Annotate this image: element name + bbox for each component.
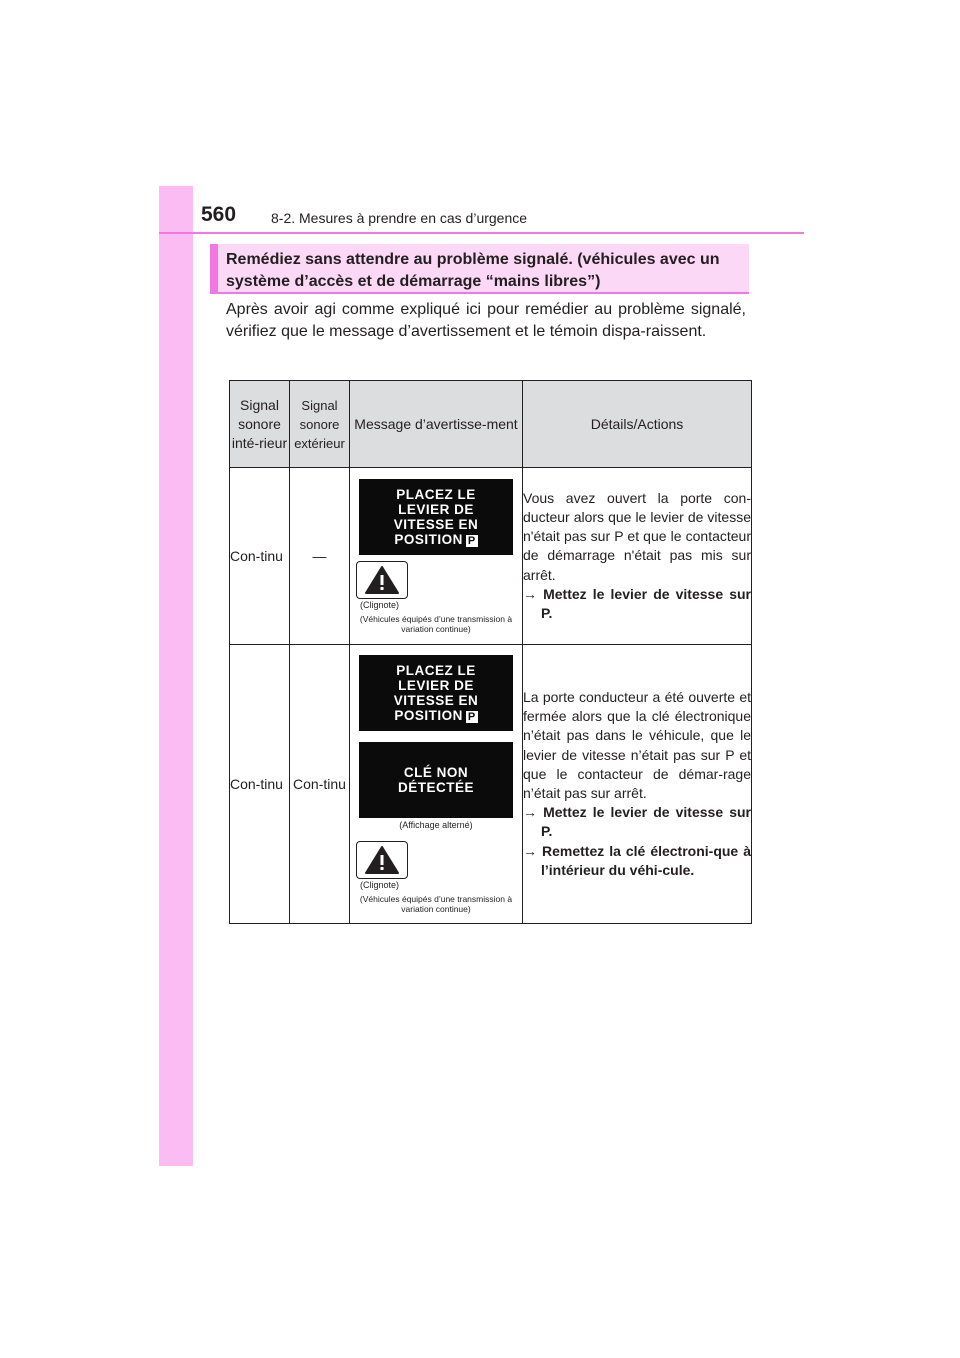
table-row: [230, 645, 752, 924]
intro-paragraph: Après avoir agi comme expliqué ici pour remédier au problème signalé, vérifiez que le message d’avertissement et le témoin dispa-raissent.: [226, 301, 746, 340]
interior-buzzer-cell: Con-tinu: [230, 645, 290, 924]
vehicle-note: (Véhicules équipés d’une transmission à variation continue): [359, 893, 513, 914]
table-row: [230, 468, 752, 645]
panel-message: [394, 663, 479, 723]
action-item: → Mettez le levier de vitesse sur P.: [523, 804, 751, 840]
interior-buzzer-cell: Con-tinu: [230, 468, 290, 645]
panel-text: PLACEZ LE LEVIER DE VITESSE EN POSITION: [393, 662, 479, 723]
panel-message-alternate: CLÉ NON DÉTECTÉE: [397, 764, 474, 795]
subsection-heading-text: Remédiez sans attendre au problème signalé. (véhicules avec un système d’accès et de démarrage “mains libres”): [226, 251, 720, 290]
subsection-heading: [210, 244, 749, 294]
table-header-row: [230, 381, 752, 468]
action-item: → Remettez la clé électroni-que à l’intérieur du véhi-cule.: [523, 842, 751, 878]
header-exterior-line1: Signal: [301, 397, 338, 413]
blink-label: (Clignote): [360, 599, 400, 610]
page-margin-tab: [159, 186, 193, 1166]
blink-label: (Clignote): [360, 879, 400, 890]
vehicle-note: (Véhicules équipés d’une transmission à variation continue): [359, 613, 513, 634]
section-title: 8-2. Mesures à prendre en cas d’urgence: [271, 210, 528, 226]
panel-text: PLACEZ LE LEVIER DE VITESSE EN POSITION: [393, 486, 479, 547]
display-panel-alternate: [359, 742, 513, 818]
master-warning-light: [356, 561, 408, 599]
header-interior-buzzer: Signal sonore inté-rieur: [230, 381, 290, 468]
park-p-icon: P: [467, 710, 476, 723]
warning-message-cell: [350, 468, 523, 645]
header-details-actions: Détails/Actions: [523, 381, 752, 468]
exterior-buzzer-cell: Con-tinu: [290, 645, 350, 924]
warning-triangle-icon: [364, 565, 400, 595]
display-panel: [359, 655, 513, 731]
details-text: Vous avez ouvert la porte con-ducteur alors que le levier de vitesse n'était pas sur P et que le contacteur de démarrage n'était pas mis sur arrêt.: [523, 489, 751, 583]
page-number: 560: [201, 203, 237, 226]
alternate-display-label: (Affichage alterné): [399, 819, 473, 830]
details-cell: [523, 468, 752, 645]
header-divider: [159, 232, 804, 234]
panel-message: [394, 487, 479, 547]
action-item: → Mettez le levier de vitesse sur P.: [523, 585, 751, 621]
exterior-buzzer-cell: —: [290, 468, 350, 645]
header-warning-message: Message d’avertisse-ment: [350, 381, 523, 468]
header-exterior-line2: sonore: [299, 416, 340, 432]
header-exterior-buzzer: [290, 381, 350, 468]
display-panel: [359, 479, 513, 555]
details-cell: [523, 645, 752, 924]
header-exterior-line3: extérieur: [294, 435, 345, 451]
details-text: La porte conducteur a été ouverte et fermée alors que la clé électronique n’était pas dans le véhicule, que le levier de vitesse n’était pas sur P et que le contacteur de démar-rage n’était pas sur arrêt.: [523, 688, 751, 801]
warning-message-cell: [350, 645, 523, 924]
warning-triangle-icon: [364, 845, 400, 875]
warning-table: [229, 380, 752, 924]
park-p-icon: P: [467, 534, 476, 547]
master-warning-light: [356, 841, 408, 879]
